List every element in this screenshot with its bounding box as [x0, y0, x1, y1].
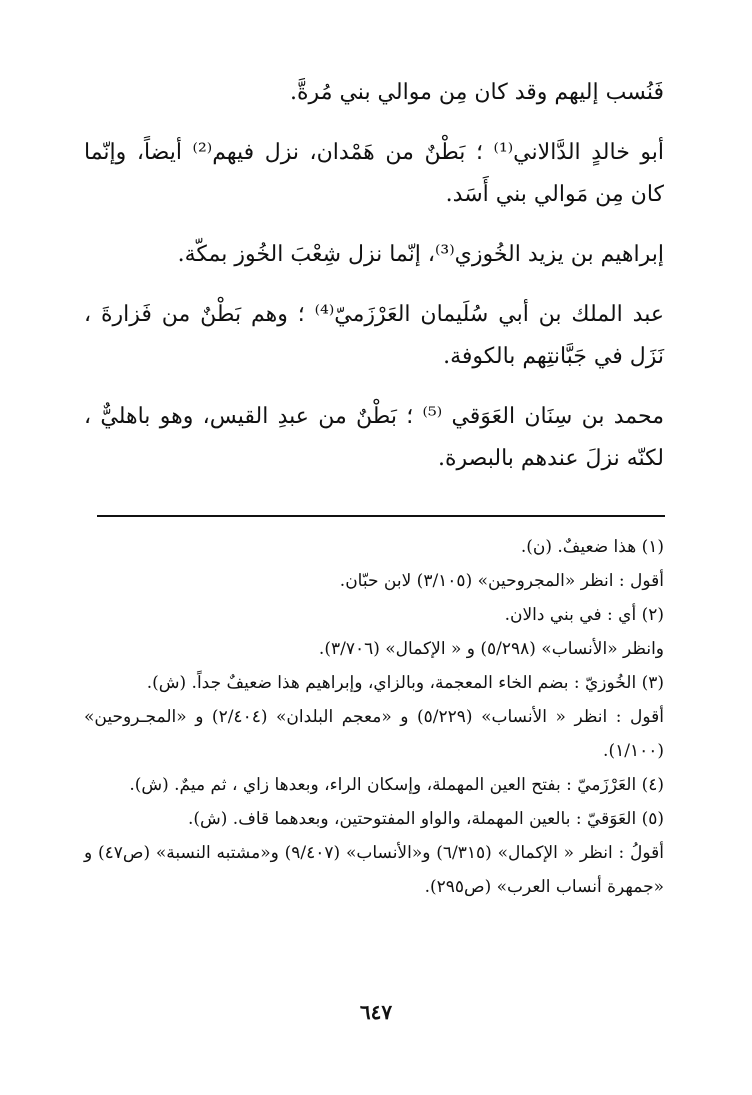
paragraph-4: عبد الملك بن أبي سُلَيمان العَرْزَميّ⁽⁴⁾ ؛ وهم بَطْنٌ من فَزارةَ ، نَزَل في جَبَّانتِهم بالكوفة.: [84, 302, 664, 369]
paragraph-5: محمد بن سِنَان العَوَقي ⁽⁵⁾ ؛ بَطْنٌ من عبدِ القيس، وهو باهليٌّ ، لكنّه نزلَ عندهم بالبصرة.: [84, 404, 664, 471]
paragraph-1: فَنُسب إليهم وقد كان مِن موالي بني مُرةَّ.: [290, 80, 664, 105]
footnote-line: أقول : انظر « الأنساب» (٥/٢٢٩) و «معجم البلدان» (٢/٤٠٤) و «المجـروحين» (١/١٠٠).: [84, 707, 664, 761]
footnote-line: أقولُ : انظر « الإكمال» (٦/٣١٥) و«الأنساب» (٩/٤٠٧) و«مشتبه النسبة» (ص٤٧) و «جمهرة أنساب العرب» (ص٢٩٥).: [84, 843, 664, 897]
footnote-divider: [97, 515, 665, 517]
page-number: ٦٤٧: [359, 1000, 393, 1024]
main-text: [84, 72, 664, 498]
footnote-line: (١) هذا ضعيفٌ. (ن).: [520, 537, 664, 557]
paragraph-2: أبو خالدٍ الدَّالاني⁽¹⁾ ؛ بَطْنٌ من هَمْدان، نزل فيهم⁽²⁾ أيضاً، وإنّما كان مِن مَوالي بني أَسَد.: [84, 140, 664, 207]
footnote-line: وانظر «الأنساب» (٥/٢٩٨) و « الإكمال» (٣/٧٠٦).: [318, 639, 664, 659]
footnote-line: (٥) العَوَقيّ : بالعين المهملة، والواو المفتوحتين، وبعدهما قاف. (ش).: [187, 809, 664, 829]
footnotes: [84, 530, 664, 904]
footnote-line: (٣) الخُوزيّ : بضم الخاء المعجمة، وبالزاي، وإبراهيم هذا ضعيفٌ جداً. (ش).: [146, 673, 664, 693]
footnote-line: أقول : انظر «المجروحين» (٣/١٠٥) لابن حبّان.: [339, 571, 664, 591]
footnote-line: (٤) العَرْزَميّ : بفتح العين المهملة، وإسكان الراء، وبعدها زاي ، ثم ميمٌ. (ش).: [129, 775, 664, 795]
footnote-line: (٢) أي : في بني دالان.: [504, 605, 664, 625]
paragraph-3: إبراهيم بن يزيد الخُوزي⁽³⁾، إنّما نزل شِعْبَ الخُوز بمكّة.: [177, 242, 664, 267]
